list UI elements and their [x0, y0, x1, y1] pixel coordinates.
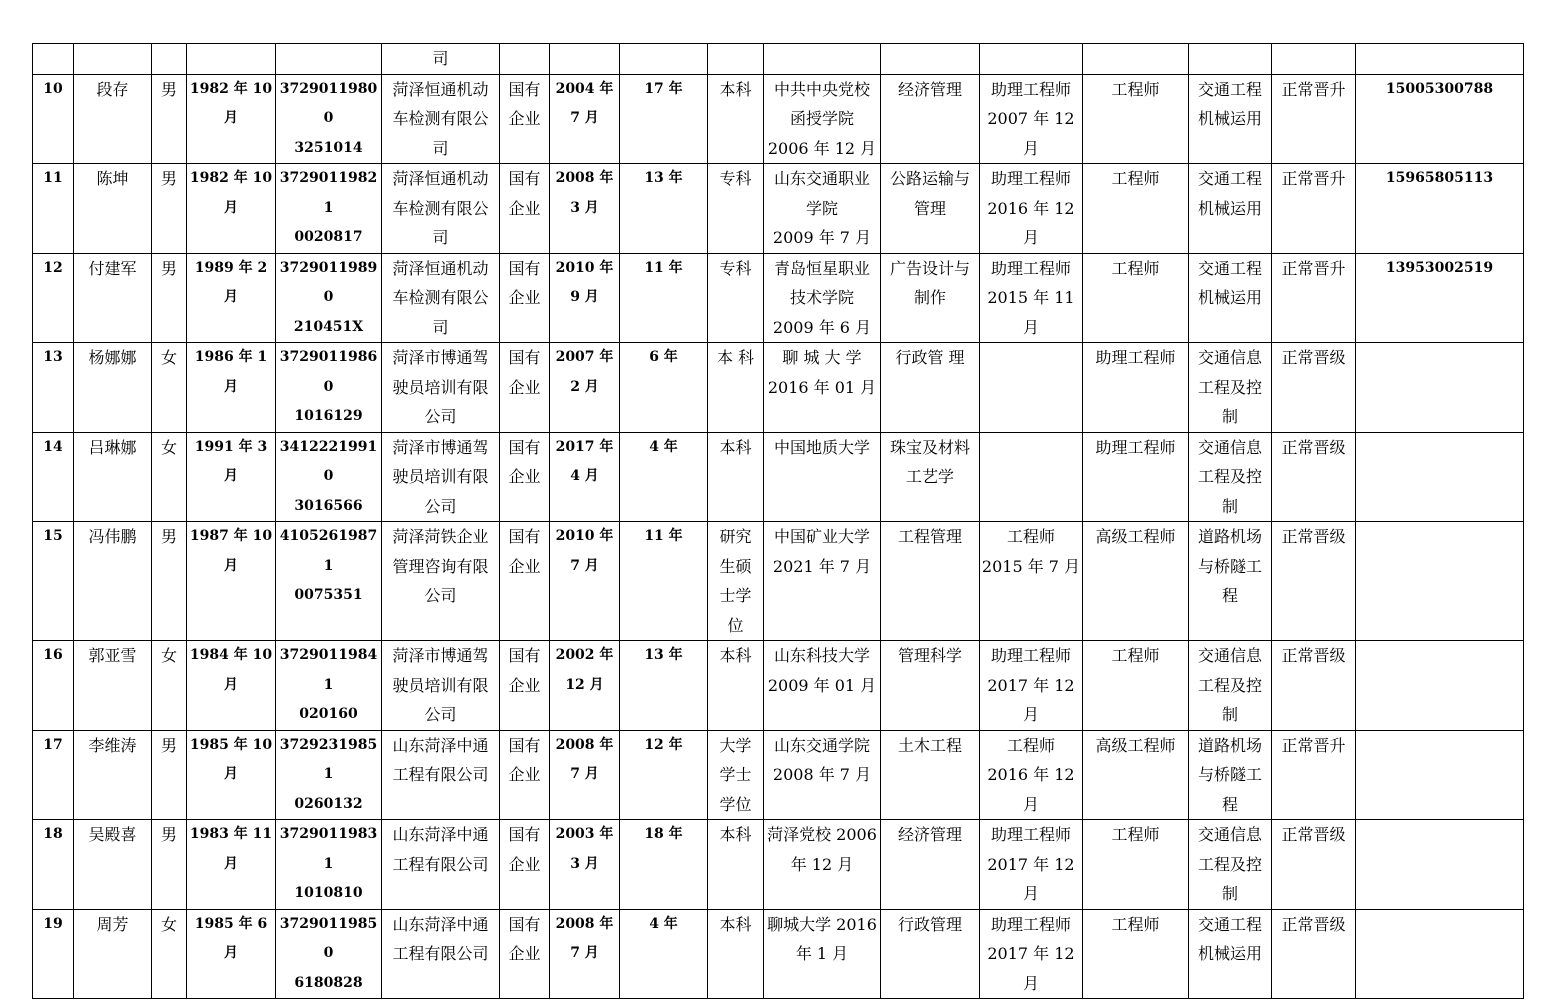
cell-nature: 国有 企业 [500, 253, 550, 343]
cell-school: 中国矿业大学 2021 年 7 月 [764, 522, 881, 641]
cell-mode: 正常晋升 [1272, 164, 1356, 254]
cell-major: 工程管理 [881, 522, 980, 641]
cell-applied-title: 工程师 [1083, 641, 1189, 731]
cell-years: 11 年 [620, 253, 708, 343]
cell-start-date: 2007 年 2 月 [550, 343, 620, 433]
cell-name: 冯伟鹏 [74, 522, 152, 641]
cell-nature: 国有 企业 [500, 522, 550, 641]
cell-sex: 男 [152, 164, 187, 254]
cell-education: 本科 [708, 820, 764, 910]
cell-years: 6 年 [620, 343, 708, 433]
cell-sex: 男 [152, 74, 187, 164]
cell-start-date: 2008 年 7 月 [550, 909, 620, 999]
cell-sex: 男 [152, 253, 187, 343]
cell-birth: 1982 年 10 月 [187, 74, 276, 164]
cell-company: 山东菏泽中通 工程有限公司 [382, 909, 500, 999]
cell-sex: 男 [152, 522, 187, 641]
cell-sex: 男 [152, 730, 187, 820]
cell-nature: 国有 企业 [500, 432, 550, 522]
cell-name: 吴殿喜 [74, 820, 152, 910]
cell-company: 山东菏泽中通 工程有限公司 [382, 730, 500, 820]
cell-phone [1356, 522, 1524, 641]
cell-id-number: 37290119831 1010810 [276, 820, 382, 910]
cell-applied-title: 高级工程师 [1083, 522, 1189, 641]
cell-mode: 正常晋升 [1272, 730, 1356, 820]
cell-current-title: 助理工程师 2015 年 11 月 [980, 253, 1083, 343]
cell-phone [1356, 432, 1524, 522]
cell-applied-title: 工程师 [1083, 820, 1189, 910]
table-row [33, 522, 1524, 641]
personnel-table [32, 43, 1524, 999]
cell-current-title: 助理工程师 2017 年 12 月 [980, 641, 1083, 731]
cell-education: 专科 [708, 253, 764, 343]
cell-no: 13 [33, 343, 74, 433]
cell-field: 交通信息 工程及控 制 [1189, 641, 1272, 731]
cell-applied-title: 工程师 [1083, 909, 1189, 999]
cell-start-date: 2003 年 3 月 [550, 820, 620, 910]
cell-name: 段存 [74, 74, 152, 164]
cell-field: 道路机场 与桥隧工 程 [1189, 730, 1272, 820]
cell-school: 山东科技大学 2009 年 01 月 [764, 641, 881, 731]
cell-start-date: 2002 年 12 月 [550, 641, 620, 731]
cell-education: 专科 [708, 164, 764, 254]
cell-nature: 国有 企业 [500, 164, 550, 254]
cell-field: 交通信息 工程及控 制 [1189, 343, 1272, 433]
cell-company: 菏泽市博通驾 驶员培训有限 公司 [382, 432, 500, 522]
cell-phone [1356, 343, 1524, 433]
cell-major: 经济管理 [881, 74, 980, 164]
cell-applied-title: 助理工程师 [1083, 432, 1189, 522]
cell-years: 13 年 [620, 164, 708, 254]
cell-birth: 1989 年 2 月 [187, 253, 276, 343]
cell-field: 交通信息 工程及控 制 [1189, 820, 1272, 910]
cell-nature: 国有 企业 [500, 74, 550, 164]
cell-start-date: 2004 年 7 月 [550, 74, 620, 164]
cell-mode: 正常晋级 [1272, 909, 1356, 999]
cell-no: 15 [33, 522, 74, 641]
cell-nature: 国有 企业 [500, 820, 550, 910]
cell-current-title [980, 432, 1083, 522]
cell-current-title: 助理工程师 2007 年 12 月 [980, 74, 1083, 164]
cell-start-date: 2010 年 9 月 [550, 253, 620, 343]
table-row [33, 164, 1524, 254]
cell-education: 本科 [708, 909, 764, 999]
cell-major: 行政管 理 [881, 343, 980, 433]
cell-mode: 正常晋级 [1272, 343, 1356, 433]
cell-applied-title: 助理工程师 [1083, 343, 1189, 433]
cell-nature: 国有 企业 [500, 641, 550, 731]
cell-company: 菏泽恒通机动 车检测有限公 司 [382, 164, 500, 254]
cell-current-title: 助理工程师 2016 年 12 月 [980, 164, 1083, 254]
cell-id-number: 34122219910 3016566 [276, 432, 382, 522]
cell-education: 研究 生硕 士学 位 [708, 522, 764, 641]
cell-name: 郭亚雪 [74, 641, 152, 731]
cell-company: 菏泽恒通机动 车检测有限公 司 [382, 74, 500, 164]
cell-sex: 女 [152, 909, 187, 999]
cell-phone: 13953002519 [1356, 253, 1524, 343]
cell-school: 聊城大学 2016 年 1 月 [764, 909, 881, 999]
cell-education: 本科 [708, 74, 764, 164]
cell-id-number: 37290119860 1016129 [276, 343, 382, 433]
cell-education: 本科 [708, 641, 764, 731]
cell-company: 菏泽恒通机动 车检测有限公 司 [382, 253, 500, 343]
cell-years: 12 年 [620, 730, 708, 820]
cell-major: 土木工程 [881, 730, 980, 820]
cell-mode: 正常晋级 [1272, 522, 1356, 641]
cell-major: 行政管理 [881, 909, 980, 999]
cell-mode: 正常晋升 [1272, 253, 1356, 343]
cell-start-date: 2008 年 7 月 [550, 730, 620, 820]
cell-applied-title: 工程师 [1083, 253, 1189, 343]
table-row [33, 909, 1524, 999]
cell-no: 16 [33, 641, 74, 731]
cell-id-number: 37292319851 0260132 [276, 730, 382, 820]
cell-field: 交通工程 机械运用 [1189, 253, 1272, 343]
cell-birth: 1985 年 6 月 [187, 909, 276, 999]
cell-birth: 1982 年 10 月 [187, 164, 276, 254]
table-row [33, 820, 1524, 910]
cell-school: 青岛恒星职业 技术学院 2009 年 6 月 [764, 253, 881, 343]
cell-no: 11 [33, 164, 74, 254]
cell-school: 中共中央党校 函授学院 2006 年 12 月 [764, 74, 881, 164]
cell-nature: 国有 企业 [500, 343, 550, 433]
cell-mode: 正常晋升 [1272, 74, 1356, 164]
cell-name: 付建军 [74, 253, 152, 343]
cell-years: 4 年 [620, 909, 708, 999]
cell-birth: 1991 年 3 月 [187, 432, 276, 522]
cell-major: 管理科学 [881, 641, 980, 731]
cell-current-title: 助理工程师 2017 年 12 月 [980, 909, 1083, 999]
cell-birth: 1983 年 11 月 [187, 820, 276, 910]
continuation-cell: 司 [382, 44, 500, 75]
cell-phone: 15005300788 [1356, 74, 1524, 164]
table-row [33, 730, 1524, 820]
cell-years: 11 年 [620, 522, 708, 641]
cell-no: 18 [33, 820, 74, 910]
cell-no: 12 [33, 253, 74, 343]
cell-no: 19 [33, 909, 74, 999]
cell-name: 杨娜娜 [74, 343, 152, 433]
table-row [33, 253, 1524, 343]
cell-name: 陈坤 [74, 164, 152, 254]
cell-name: 吕琳娜 [74, 432, 152, 522]
cell-education: 大学 学士 学位 [708, 730, 764, 820]
cell-sex: 女 [152, 343, 187, 433]
cell-field: 交通工程 机械运用 [1189, 164, 1272, 254]
cell-applied-title: 高级工程师 [1083, 730, 1189, 820]
cell-id-number: 37290119821 0020817 [276, 164, 382, 254]
cell-no: 10 [33, 74, 74, 164]
table-row [33, 74, 1524, 164]
cell-phone [1356, 730, 1524, 820]
cell-nature: 国有 企业 [500, 909, 550, 999]
cell-field: 道路机场 与桥隧工 程 [1189, 522, 1272, 641]
cell-nature: 国有 企业 [500, 730, 550, 820]
cell-id-number: 41052619871 0075351 [276, 522, 382, 641]
cell-school: 山东交通学院 2008 年 7 月 [764, 730, 881, 820]
cell-years: 17 年 [620, 74, 708, 164]
cell-birth: 1984 年 10 月 [187, 641, 276, 731]
cell-birth: 1987 年 10 月 [187, 522, 276, 641]
table-row [33, 432, 1524, 522]
cell-start-date: 2010 年 7 月 [550, 522, 620, 641]
cell-current-title: 工程师 2015 年 7 月 [980, 522, 1083, 641]
cell-sex: 女 [152, 432, 187, 522]
cell-start-date: 2008 年 3 月 [550, 164, 620, 254]
continuation-row [33, 44, 1524, 75]
cell-name: 李维涛 [74, 730, 152, 820]
cell-mode: 正常晋级 [1272, 820, 1356, 910]
cell-company: 菏泽菏铁企业 管理咨询有限 公司 [382, 522, 500, 641]
cell-field: 交通工程 机械运用 [1189, 74, 1272, 164]
table-row [33, 641, 1524, 731]
cell-major: 广告设计与 制作 [881, 253, 980, 343]
cell-sex: 男 [152, 820, 187, 910]
cell-no: 14 [33, 432, 74, 522]
cell-birth: 1985 年 10 月 [187, 730, 276, 820]
cell-field: 交通工程 机械运用 [1189, 909, 1272, 999]
cell-school: 聊 城 大 学 2016 年 01 月 [764, 343, 881, 433]
cell-birth: 1986 年 1 月 [187, 343, 276, 433]
cell-field: 交通信息 工程及控 制 [1189, 432, 1272, 522]
cell-phone [1356, 909, 1524, 999]
cell-years: 4 年 [620, 432, 708, 522]
cell-company: 山东菏泽中通 工程有限公司 [382, 820, 500, 910]
cell-applied-title: 工程师 [1083, 74, 1189, 164]
cell-phone: 15965805113 [1356, 164, 1524, 254]
cell-current-title: 助理工程师 2017 年 12 月 [980, 820, 1083, 910]
cell-id-number: 37290119890 210451X [276, 253, 382, 343]
cell-phone [1356, 641, 1524, 731]
cell-company: 菏泽市博通驾 驶员培训有限 公司 [382, 641, 500, 731]
cell-mode: 正常晋级 [1272, 432, 1356, 522]
table-row [33, 343, 1524, 433]
cell-current-title [980, 343, 1083, 433]
cell-applied-title: 工程师 [1083, 164, 1189, 254]
cell-current-title: 工程师 2016 年 12 月 [980, 730, 1083, 820]
cell-major: 珠宝及材料 工艺学 [881, 432, 980, 522]
cell-major: 公路运输与 管理 [881, 164, 980, 254]
cell-education: 本 科 [708, 343, 764, 433]
cell-years: 18 年 [620, 820, 708, 910]
cell-phone [1356, 820, 1524, 910]
cell-school: 菏泽党校 2006 年 12 月 [764, 820, 881, 910]
cell-years: 13 年 [620, 641, 708, 731]
cell-school: 中国地质大学 [764, 432, 881, 522]
cell-id-number: 37290119850 6180828 [276, 909, 382, 999]
cell-start-date: 2017 年 4 月 [550, 432, 620, 522]
cell-school: 山东交通职业 学院 2009 年 7 月 [764, 164, 881, 254]
cell-education: 本科 [708, 432, 764, 522]
cell-major: 经济管理 [881, 820, 980, 910]
cell-name: 周芳 [74, 909, 152, 999]
cell-sex: 女 [152, 641, 187, 731]
cell-id-number: 37290119800 3251014 [276, 74, 382, 164]
cell-company: 菏泽市博通驾 驶员培训有限 公司 [382, 343, 500, 433]
cell-mode: 正常晋级 [1272, 641, 1356, 731]
cell-id-number: 37290119841 020160 [276, 641, 382, 731]
cell-no: 17 [33, 730, 74, 820]
